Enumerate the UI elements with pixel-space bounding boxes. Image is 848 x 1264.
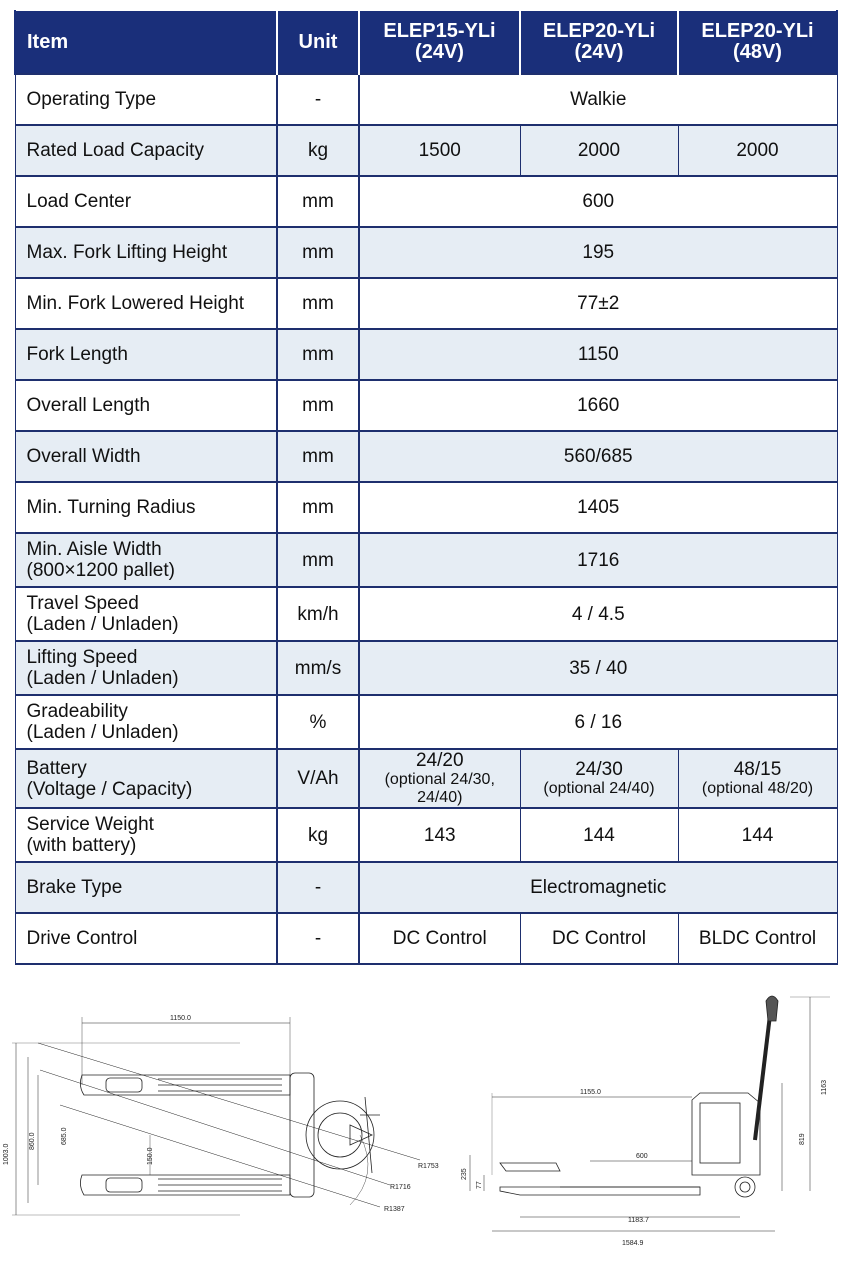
row-value: 6 / 16 [359,695,837,749]
row-unit: mm [277,380,359,431]
row-label: Operating Type [15,74,277,125]
header-model-2: ELEP20-YLi (24V) [520,11,678,75]
dim-fork-label: 150.0 [147,1147,154,1165]
row-unit: - [277,913,359,964]
top-view-drawing [12,1017,420,1215]
row-unit: - [277,74,359,125]
row-value: BLDC Control [678,913,837,964]
row-value: 1405 [359,482,837,533]
row-value: DC Control [520,913,678,964]
row-unit: kg [277,125,359,176]
row-value: Electromagnetic [359,862,837,913]
row-label: Travel Speed (Laden / Unladen) [15,587,277,641]
dim-lowered-label: 77 [476,1181,483,1189]
dim-wheelbase-label: 1183.7 [628,1217,649,1224]
row-unit: mm [277,227,359,278]
table-row [15,695,837,749]
dim-width-mid-label: 860.0 [29,1132,36,1150]
side-view-drawing [470,996,830,1231]
dim-length-label: 1150.0 [170,1015,191,1022]
table-row [15,808,837,862]
table-row [15,533,837,587]
row-value: 144 [520,808,678,862]
table-row [15,278,837,329]
row-label: Service Weight (with battery) [15,808,277,862]
row-value: 2000 [520,125,678,176]
table-row [15,913,837,964]
table-row [15,176,837,227]
row-label: Fork Length [15,329,277,380]
spec-table [14,10,838,965]
row-label: Battery (Voltage / Capacity) [15,749,277,808]
table-row [15,641,837,695]
row-value: 600 [359,176,837,227]
radius-3-label: R1387 [384,1206,405,1213]
row-value: 1716 [359,533,837,587]
header-item: Item [15,11,277,75]
row-value: 35 / 40 [359,641,837,695]
row-unit: mm [277,482,359,533]
dim-width-outer-label: 1003.0 [3,1143,10,1165]
dim-load-center-label: 600 [636,1153,648,1160]
row-unit: mm [277,533,359,587]
row-unit: mm [277,278,359,329]
row-label: Max. Fork Lifting Height [15,227,277,278]
dim-overall-label: 1584.9 [622,1240,644,1247]
row-unit: km/h [277,587,359,641]
row-value: 2000 [678,125,837,176]
row-value: 195 [359,227,837,278]
table-row [15,587,837,641]
table-row [15,125,837,176]
row-label: Rated Load Capacity [15,125,277,176]
row-value: 48/15 (optional 48/20) [678,749,837,808]
row-label: Gradeability (Laden / Unladen) [15,695,277,749]
row-value: Walkie [359,74,837,125]
dim-width-inner-label: 685.0 [61,1127,68,1145]
row-label: Brake Type [15,862,277,913]
row-label: Load Center [15,176,277,227]
dim-handle-label: 819 [799,1133,806,1145]
table-row [15,749,837,808]
header-model-3: ELEP20-YLi (48V) [678,11,837,75]
header-model-1: ELEP15-YLi (24V) [359,11,520,75]
technical-drawings [0,975,848,1264]
table-row [15,380,837,431]
row-value: 24/30 (optional 24/40) [520,749,678,808]
radius-2-label: R1716 [390,1184,411,1191]
row-value: 560/685 [359,431,837,482]
dim-lift-label: 235 [461,1168,468,1180]
radius-1-label: R1753 [418,1163,439,1170]
row-value: 143 [359,808,520,862]
row-label: Min. Turning Radius [15,482,277,533]
header-row [15,11,837,75]
row-label: Min. Fork Lowered Height [15,278,277,329]
header-unit: Unit [277,11,359,75]
row-unit: kg [277,808,359,862]
row-value: 144 [678,808,837,862]
dim-fork-length-label: 1155.0 [580,1089,601,1096]
row-value: DC Control [359,913,520,964]
row-label: Lifting Speed (Laden / Unladen) [15,641,277,695]
row-unit: V/Ah [277,749,359,808]
row-label: Drive Control [15,913,277,964]
table-row [15,227,837,278]
table-row [15,862,837,913]
row-unit: - [277,862,359,913]
dim-height-label: 1163 [821,1079,828,1095]
row-value: 24/20 (optional 24/30, 24/40) [359,749,520,808]
row-value: 1660 [359,380,837,431]
row-unit: mm [277,329,359,380]
row-label: Overall Length [15,380,277,431]
row-unit: mm/s [277,641,359,695]
row-value: 1500 [359,125,520,176]
table-row [15,329,837,380]
table-row [15,74,837,125]
row-unit: % [277,695,359,749]
row-label: Min. Aisle Width (800×1200 pallet) [15,533,277,587]
row-value: 1150 [359,329,837,380]
row-unit: mm [277,431,359,482]
table-row [15,482,837,533]
row-value: 77±2 [359,278,837,329]
table-row [15,431,837,482]
row-unit: mm [277,176,359,227]
row-value: 4 / 4.5 [359,587,837,641]
row-label: Overall Width [15,431,277,482]
